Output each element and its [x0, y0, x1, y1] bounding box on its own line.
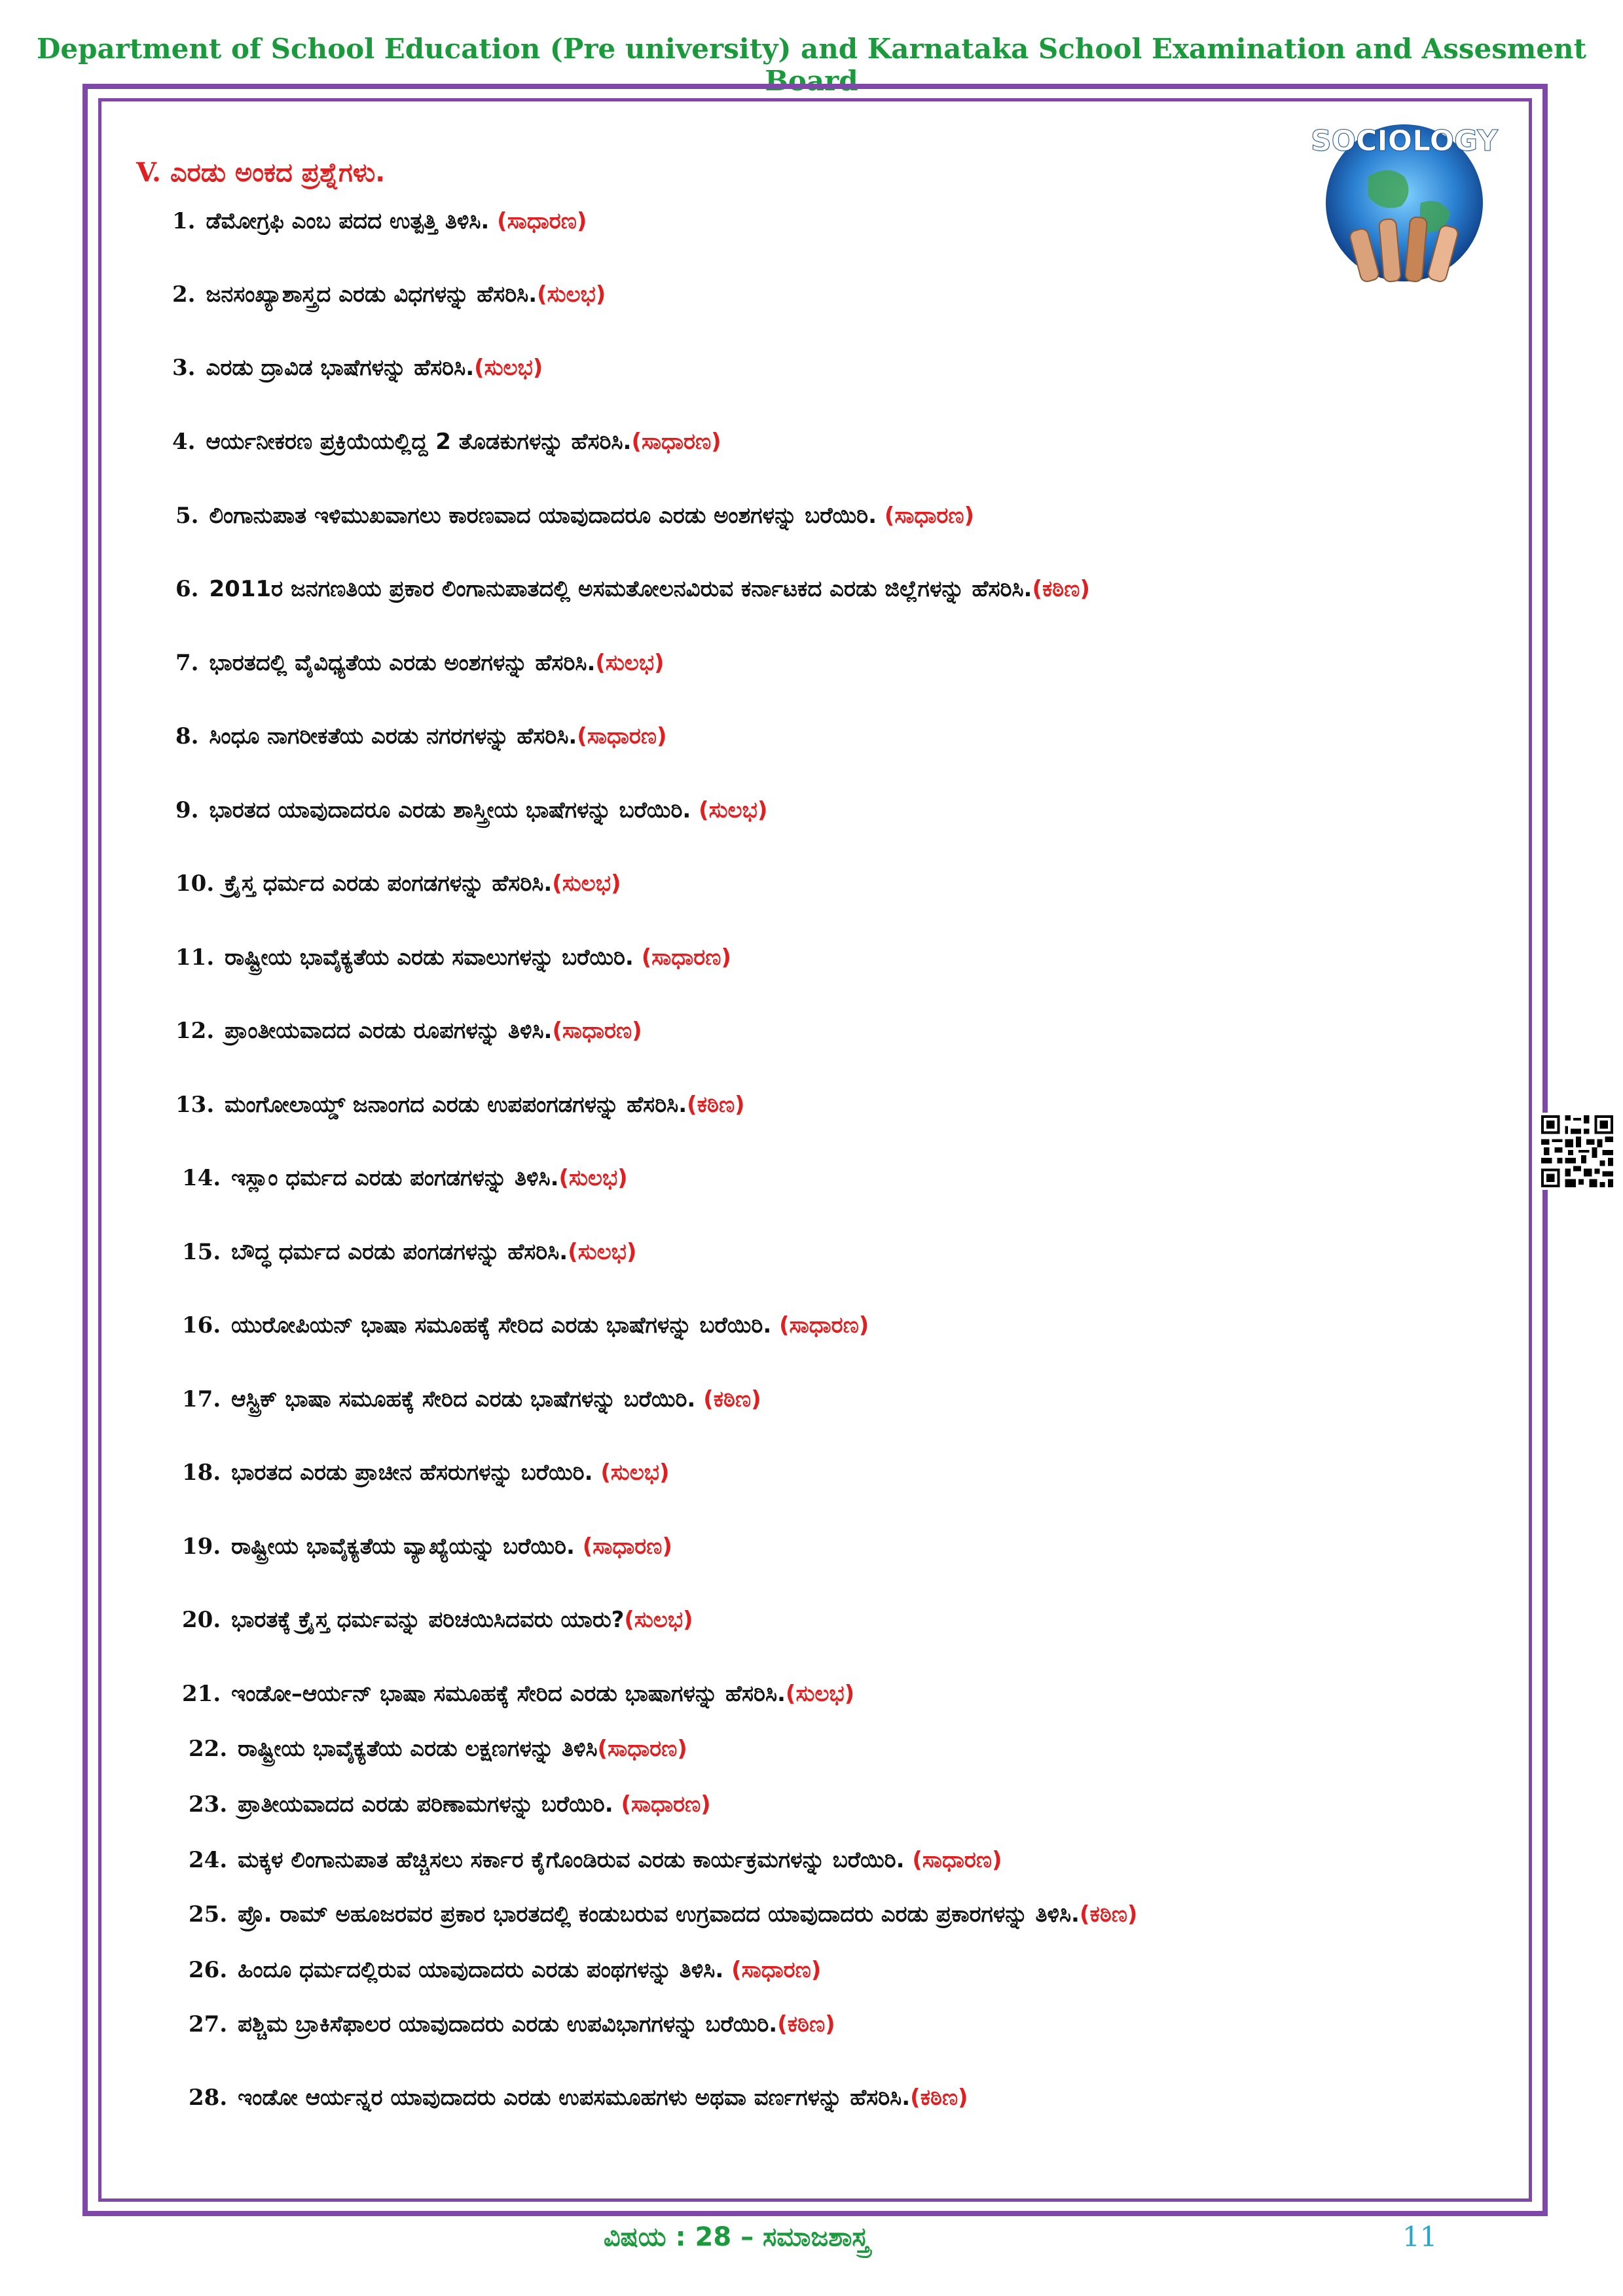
section-title: ಎರಡು ಅಂಕದ ಪ್ರಶ್ನೆಗಳು. [170, 158, 386, 188]
question-text: ಜನಸಂಖ್ಯಾಶಾಸ್ತ್ರದ ಎರಡು ವಿಧಗಳನ್ನು ಹೆಸರಿಸಿ. [206, 281, 538, 308]
difficulty-tag: (ಸುಲಭ) [699, 797, 768, 823]
question-text: ಕ್ರೈಸ್ತ ಧರ್ಮದ ಎರಡು ಪಂಗಡಗಳನ್ನು ಹೆಸರಿಸಿ. [225, 870, 553, 897]
question-item [172, 208, 587, 234]
question-item [182, 1239, 636, 1265]
question-number: 28. [189, 2085, 228, 2111]
question-number: 20. [182, 1607, 221, 1633]
difficulty-tag: (ಸಾಧಾರಣ) [621, 1791, 711, 1818]
question-number: 12. [175, 1018, 215, 1044]
question-text: ಎರಡು ದ್ರಾವಿಡ ಭಾಷೆಗಳನ್ನು ಹೆಸರಿಸಿ. [206, 355, 475, 381]
question-item [189, 1791, 711, 1818]
sociology-logo [1309, 105, 1499, 288]
difficulty-tag: (ಕಠಿಣ) [687, 1092, 745, 1118]
section-number: V. [136, 157, 161, 188]
difficulty-tag: (ಸಾಧಾರಣ) [497, 208, 587, 234]
question-number: 15. [182, 1239, 221, 1265]
question-number: 2. [172, 281, 196, 308]
question-item [182, 1607, 693, 1633]
question-text: ಲಿಂಗಾನುಪಾತ ಇಳಿಮುಖವಾಗಲು ಕಾರಣವಾದ ಯಾವುದಾದರೂ ಎರಡು ಅಂಶಗಳನ್ನು ಬರೆಯಿರಿ. [209, 503, 884, 529]
question-number: 4. [172, 429, 196, 455]
question-text: ಭಾರತದಲ್ಲಿ ವೈವಿಧ್ಯತೆಯ ಎರಡು ಅಂಶಗಳನ್ನು ಹೆಸರಿಸಿ. [209, 650, 596, 676]
question-text: ರಾಷ್ಟ್ರೀಯ ಭಾವೈಕ್ಯತೆಯ ವ್ಯಾಖ್ಯೆಯನ್ನು ಬರೆಯಿರಿ. [231, 1534, 583, 1560]
question-item [189, 1957, 821, 1983]
sociology-logo-text: SOCIOLOGY [1310, 124, 1499, 158]
question-text: ರಾಷ್ಟ್ರೀಯ ಭಾವೈಕ್ಯತೆಯ ಎರಡು ಲಕ್ಷಣಗಳನ್ನು ತಿಳಿಸಿ [238, 1736, 598, 1762]
difficulty-tag: (ಸುಲಭ) [537, 281, 606, 308]
difficulty-tag: (ಕಠಿಣ) [1079, 1901, 1138, 1928]
question-text: ಇಂಡೋ–ಆರ್ಯನ್ ಭಾಷಾ ಸಮೂಹಕ್ಕೆ ಸೇರಿದ ಎರಡು ಭಾಷಾಗಳನ್ನು ಹೆಸರಿಸಿ. [231, 1681, 786, 1707]
difficulty-tag: (ಸಾಧಾರಣ) [884, 503, 975, 529]
question-item [182, 1681, 854, 1707]
question-text: ಭಾರತಕ್ಕೆ ಕ್ರೈಸ್ತ ಧರ್ಮವನ್ನು ಪರಿಚಯಿಸಿದವರು ಯಾರು? [231, 1607, 625, 1633]
difficulty-tag: (ಕಠಿಣ) [703, 1386, 761, 1412]
question-text: ಪ್ರಾತೀಯವಾದದ ಎರಡು ಪರಿಣಾಮಗಳನ್ನು ಬರೆಯಿರಿ. [238, 1791, 621, 1818]
question-text: ಯುರೋಪಿಯನ್ ಭಾಷಾ ಸಮೂಹಕ್ಕೆ ಸೇರಿದ ಎರಡು ಭಾಷೆಗಳನ್ನು ಬರೆಯಿರಿ. [231, 1312, 780, 1338]
question-number: 3. [172, 355, 196, 381]
difficulty-tag: (ಸಾಧಾರಣ) [577, 723, 667, 749]
question-item [175, 870, 621, 897]
question-item [182, 1534, 672, 1560]
difficulty-tag: (ಸುಲಭ) [568, 1239, 637, 1265]
question-text: ಮಂಗೋಲಾಯ್ಡ್ ಜನಾಂಗದ ಎರಡು ಉಪಪಂಗಡಗಳನ್ನು ಹೆಸರಿಸಿ. [225, 1092, 687, 1118]
difficulty-tag: (ಕಠಿಣ) [910, 2085, 968, 2111]
question-number: 8. [175, 723, 199, 749]
question-item [175, 1092, 745, 1118]
difficulty-tag: (ಸುಲಭ) [624, 1607, 693, 1633]
question-number: 10. [175, 870, 215, 897]
question-text: ಇಂಡೋ ಆರ್ಯನ್ನರ ಯಾವುದಾದರು ಎರಡು ಉಪಸಮೂಹಗಳು ಅಥವಾ ವರ್ಣಗಳನ್ನು ಹೆಸರಿಸಿ. [238, 2085, 911, 2111]
question-item [189, 2011, 835, 2037]
question-text: ಡೆಮೋಗ್ರಫಿ ಎಂಬ ಪದದ ಉತ್ಪತ್ತಿ ತಿಳಿಸಿ. [206, 208, 498, 234]
question-number: 5. [175, 503, 199, 529]
question-item [189, 2085, 968, 2111]
question-number: 6. [175, 576, 199, 602]
difficulty-tag: (ಸುಲಭ) [595, 650, 665, 676]
question-number: 14. [182, 1165, 221, 1191]
question-item [175, 503, 974, 529]
difficulty-tag: (ಸುಲಭ) [785, 1681, 855, 1707]
question-item [189, 1901, 1137, 1928]
question-item [175, 944, 731, 971]
question-number: 16. [182, 1312, 221, 1338]
difficulty-tag: (ಸುಲಭ) [552, 870, 621, 897]
question-number: 25. [189, 1901, 228, 1928]
question-item [172, 355, 543, 381]
question-text: ಭಾರತದ ಯಾವುದಾದರೂ ಎರಡು ಶಾಸ್ತ್ರೀಯ ಭಾಷೆಗಳನ್ನು ಬರೆಯಿರಿ. [209, 797, 699, 823]
qr-code-icon [1539, 1113, 1616, 1190]
question-number: 23. [189, 1791, 228, 1818]
difficulty-tag: (ಸಾಧಾರಣ) [641, 944, 731, 971]
section-heading [136, 157, 385, 188]
page-header: Department of School Education (Pre university) and Karnataka School Examination and Assesment Board [36, 33, 1586, 97]
question-number: 27. [189, 2011, 228, 2037]
difficulty-tag: (ಸಾಧಾರಣ) [597, 1736, 687, 1762]
question-item [175, 1018, 642, 1044]
footer-subject-text: ವಿಷಯ : 28 – ಸಮಾಜಶಾಸ್ತ್ರ [603, 2222, 869, 2252]
question-item [189, 1847, 1002, 1873]
question-number: 18. [182, 1460, 221, 1486]
question-item [182, 1312, 869, 1338]
difficulty-tag: (ಸಾಧಾರಣ) [582, 1534, 672, 1560]
question-item [175, 576, 1090, 602]
question-text: ಬೌದ್ಧ ಧರ್ಮದ ಎರಡು ಪಂಗಡಗಳನ್ನು ಹೆಸರಿಸಿ. [231, 1239, 568, 1265]
difficulty-tag: (ಸಾಧಾರಣ) [779, 1312, 869, 1338]
question-item [182, 1165, 628, 1191]
difficulty-tag: (ಸಾಧಾರಣ) [731, 1957, 822, 1983]
difficulty-tag: (ಸಾಧಾರಣ) [912, 1847, 1002, 1873]
footer-subject [0, 2222, 1623, 2252]
question-text: ಭಾರತದ ಎರಡು ಪ್ರಾಚೀನ ಹೆಸರುಗಳನ್ನು ಬರೆಯಿರಿ. [231, 1460, 601, 1486]
question-number: 22. [189, 1736, 228, 1762]
question-number: 19. [182, 1534, 221, 1560]
question-item [189, 1736, 687, 1762]
question-text: ಪಶ್ಚಿಮ ಬ್ರಾಕಿಸೆಫಾಲರ ಯಾವುದಾದರು ಎರಡು ಉಪವಿಭಾಗಗಳನ್ನು ಬರೆಯಿರಿ. [238, 2011, 778, 2037]
difficulty-tag: (ಸುಲಭ) [558, 1165, 628, 1191]
question-text: ಹಿಂದೂ ಧರ್ಮದಲ್ಲಿರುವ ಯಾವುದಾದರು ಎರಡು ಪಂಥಗಳನ್ನು ತಿಳಿಸಿ. [238, 1957, 732, 1983]
question-number: 26. [189, 1957, 228, 1983]
question-text: ಆಸ್ಟ್ರಿಕ್ ಭಾಷಾ ಸಮೂಹಕ್ಕೆ ಸೇರಿದ ಎರಡು ಭಾಷೆಗಳನ್ನು ಬರೆಯಿರಿ. [231, 1386, 704, 1412]
question-number: 11. [175, 944, 215, 971]
question-text: ಸಿಂಧೂ ನಾಗರೀಕತೆಯ ಎರಡು ನಗರಗಳನ್ನು ಹೆಸರಿಸಿ. [209, 723, 577, 749]
page-number: 11 [1402, 2221, 1438, 2253]
question-item [182, 1460, 670, 1486]
difficulty-tag: (ಸಾಧಾರಣ) [552, 1018, 642, 1044]
question-text: 2011ರ ಜನಗಣತಿಯ ಪ್ರಕಾರ ಲಿಂಗಾನುಪಾತದಲ್ಲಿ ಅಸಮತೋಲನವಿರುವ ಕರ್ನಾಟಕದ ಎರಡು ಜಿಲ್ಲೆಗಳನ್ನು ಹೆಸರಿಸಿ. [209, 576, 1032, 602]
question-text: ಇಸ್ಲಾಂ ಧರ್ಮದ ಎರಡು ಪಂಗಡಗಳನ್ನು ತಿಳಿಸಿ. [231, 1165, 559, 1191]
difficulty-tag: (ಸಾಧಾರಣ) [631, 429, 721, 455]
difficulty-tag: (ಸುಲಭ) [474, 355, 543, 381]
difficulty-tag: (ಸುಲಭ) [600, 1460, 670, 1486]
question-number: 13. [175, 1092, 215, 1118]
question-number: 24. [189, 1847, 228, 1873]
question-text: ಮಕ್ಕಳ ಲಿಂಗಾನುಪಾತ ಹೆಚ್ಚಿಸಲು ಸರ್ಕಾರ ಕೈಗೊಂಡಿರುವ ಎರಡು ಕಾರ್ಯಕ್ರಮಗಳನ್ನು ಬರೆಯಿರಿ. [238, 1847, 913, 1873]
question-text: ಪ್ರಾಂತೀಯವಾದದ ಎರಡು ರೂಪಗಳನ್ನು ತಿಳಿಸಿ. [225, 1018, 553, 1044]
question-number: 9. [175, 797, 199, 823]
question-number: 7. [175, 650, 199, 676]
question-item [172, 429, 721, 455]
question-item [175, 723, 667, 749]
question-text: ಆರ್ಯನೀಕರಣ ಪ್ರಕ್ರಿಯೆಯಲ್ಲಿದ್ದ 2 ತೊಡಕುಗಳನ್ನು ಹೆಸರಿಸಿ. [206, 429, 632, 455]
question-number: 21. [182, 1681, 221, 1707]
question-text: ರಾಷ್ಟ್ರೀಯ ಭಾವೈಕ್ಯತೆಯ ಎರಡು ಸವಾಲುಗಳನ್ನು ಬರೆಯಿರಿ. [225, 944, 642, 971]
question-number: 17. [182, 1386, 221, 1412]
question-number: 1. [172, 208, 196, 234]
difficulty-tag: (ಕಠಿಣ) [777, 2011, 835, 2037]
question-item [172, 281, 606, 308]
question-item [182, 1386, 761, 1412]
page-frame-inner [98, 98, 1532, 2202]
question-item [175, 650, 665, 676]
difficulty-tag: (ಕಠಿಣ) [1032, 576, 1090, 602]
question-text: ಪ್ರೊ. ರಾಮ್ ಅಹೂಜರವರ ಪ್ರಕಾರ ಭಾರತದಲ್ಲಿ ಕಂಡುಬರುವ ಉಗ್ರವಾದದ ಯಾವುದಾದರು ಎರಡು ಪ್ರಕಾರಗಳನ್ನು ತಿಳಿಸಿ. [238, 1901, 1080, 1928]
question-item [175, 797, 767, 823]
